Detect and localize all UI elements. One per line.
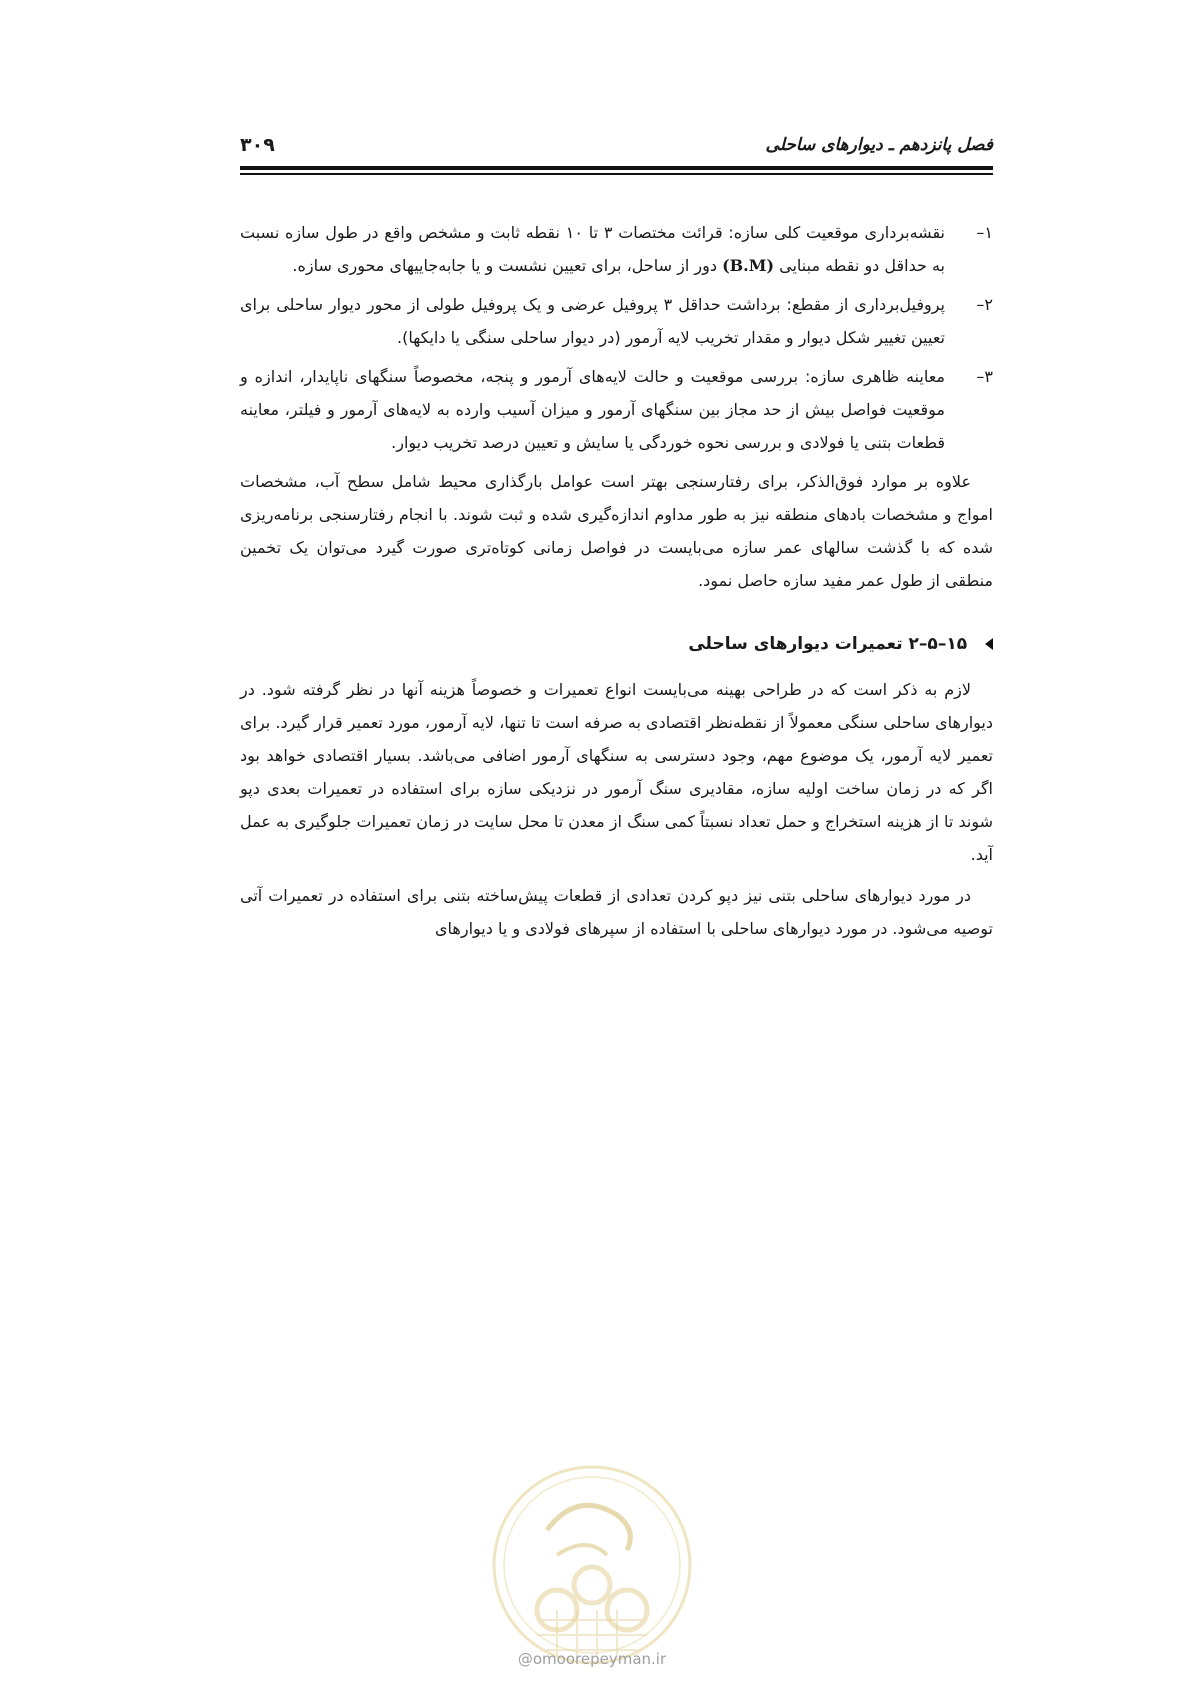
list-text: نقشه‌برداری موقعیت کلی سازه: قرائت مختصات ۳ تا ۱۰ نقطه ثابت و مشخص واقع در طول سازه نسبت به حداقل دو نقطه مبنایی <box>240 223 946 275</box>
list-item <box>240 288 993 354</box>
watermark-logo <box>487 1460 697 1670</box>
seal-icon <box>487 1460 697 1670</box>
section-title: تعمیرات دیوارهای ساحلی <box>688 634 903 654</box>
list-text-continued: دور از ساحل، برای تعیین نشست و یا جابه‌جاییهای محوری سازه. <box>292 256 717 275</box>
list-number: ۲– <box>976 295 993 314</box>
header-rule-thin <box>240 173 993 175</box>
list-item <box>240 360 993 459</box>
paragraph: در مورد دیوارهای ساحلی بتنی نیز دپو کردن تعدادی از قطعات پیش‌ساخته بتنی برای استفاده در تعمیرات آتی توصیه می‌شود. در مورد دیوارهای ساحلی با استفاده از سپرهای فولادی و یا دیوارهای <box>240 886 993 938</box>
watermark-url: @omoorepeyman.ir <box>517 1650 667 1668</box>
header-rule-thick <box>240 166 993 170</box>
triangle-bullet-icon <box>985 638 993 650</box>
section-number: ۱۵–۵–۲ <box>908 634 968 654</box>
paragraph: علاوه بر موارد فوق‌الذکر، برای رفتارسنجی بهتر است عوامل بارگذاری محیط شامل سطح آب، مشخصات امواج و مشخصات بادهای منطقه نیز به طور مداوم اندازه‌گیری شده و ثبت شوند. با انجام رفتارسنجی برنامه‌ریزی شده که با گذشت سالهای عمر سازه می‌بایست در فواصل زمانی کوتاه‌تری صورت گیرد می‌توان یک تخمین منطقی از طول عمر مفید سازه حاصل نمود. <box>240 472 993 590</box>
paragraph: لازم به ذکر است که در طراحی بهینه می‌بایست انواع تعمیرات و خصوصاً هزینه آنها در نظر گرفته شود. در دیوارهای ساحلی سنگی معمولاً از نقطه‌نظر اقتصادی به صرفه است تا تنها، لایه آرمور، مورد تعمیر قرار گیرد. برای تعمیر لایه آرمور، یک موضوع مهم، وجود دسترسی به سنگهای آرمور اضافی می‌باشد. بسیار اقتصادی خواهد بود اگر که در زمان ساخت اولیه سازه، مقادیری سنگ آرمور در نزدیکی سازه برای استفاده در تعمیرات بعدی دپو شوند تا از هزینه استخراج و حمل تعداد نسبتاً کمی سنگ از معدن تا محل سایت در زمان تعمیرات جلوگیری به عمل آید. <box>240 680 993 864</box>
body-text <box>240 216 993 945</box>
chapter-title: فصل پانزدهم ـ دیوارهای ساحلی <box>765 135 993 155</box>
list-text: معاینه ظاهری سازه: بررسی موقعیت و حالت لایه‌های آرمور و پنجه، مخصوصاً سنگهای ناپایدار، اندازه و موقعیت فواصل بیش از حد مجاز بین سنگهای آرمور و میزان آسیب وارده به لایه‌های آرمور و فیلتر، معاینه قطعات بتنی یا فولادی و بررسی نحوه خوردگی یا سایش و تعیین درصد تخریب دیوار. <box>240 367 945 452</box>
list-text: پروفیل‌برداری از مقطع: برداشت حداقل ۳ پروفیل عرضی و یک پروفیل طولی از محور دیوار ساحلی برای تعیین تغییر شکل دیوار و مقدار تخریب لایه آرمور (در دیوار ساحلی سنگی یا دایکها). <box>240 295 945 347</box>
page-number: ۳۰۹ <box>240 134 275 156</box>
list-number: ۱– <box>976 223 993 242</box>
running-header <box>240 128 993 162</box>
benchmark-abbrev: (B.M) <box>722 256 775 275</box>
list-item <box>240 216 993 282</box>
list-number: ۳– <box>976 367 993 386</box>
section-heading <box>240 629 993 659</box>
